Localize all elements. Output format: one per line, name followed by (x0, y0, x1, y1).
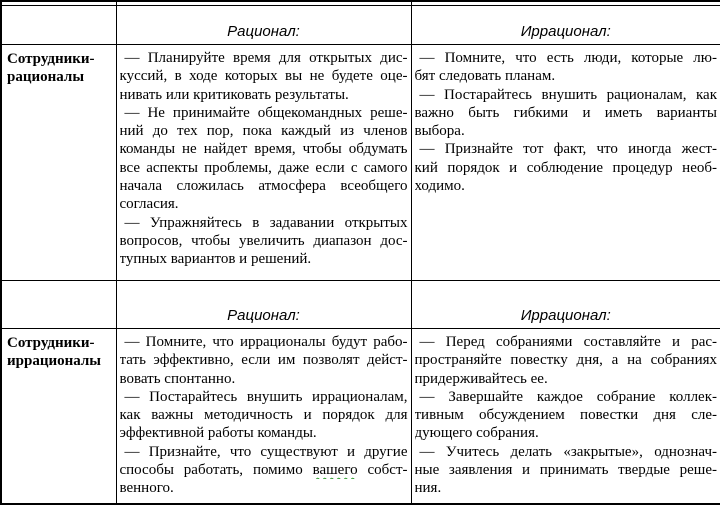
text-line: начала сложилась атмосфера всеобщего (119, 178, 408, 195)
advice-paragraph (415, 86, 718, 141)
text-line: — Не принимайте общекомандных реше- (124, 104, 408, 121)
text-line: кий порядок и соблюдение процедур необ- (414, 159, 717, 176)
rational-column-header: Рационал: (116, 281, 411, 329)
text-line: ния. (414, 480, 442, 497)
text-line: выбора. (414, 123, 465, 140)
text-line: придерживайтесь ее. (414, 370, 548, 387)
advice-paragraph (415, 443, 718, 498)
text-line: все аспекты проблемы, даже если с самого (119, 159, 408, 176)
advice-paragraph (120, 49, 408, 104)
irrational-advice-cell (411, 45, 720, 281)
rational-advice-cell (116, 45, 411, 281)
header-spacer-cell (1, 6, 116, 45)
advice-paragraph (415, 49, 718, 86)
text-line: тупных вариантов и решений. (119, 251, 312, 268)
advice-paragraph (415, 140, 718, 195)
column-headers-row-rationals (1, 6, 720, 45)
text-line: способы работать, помимо вашего собст- (119, 462, 408, 479)
column-headers-row-irrationals (1, 281, 720, 329)
text-line: эффективной работы команды. (119, 425, 317, 442)
irrational-column-header: Иррационал: (411, 281, 720, 329)
text-line: — Завершайте каждое собрание коллек- (419, 388, 717, 405)
advice-paragraph (415, 388, 718, 443)
text-line: нивать или критиковать результаты. (119, 86, 349, 103)
text-line: — Постарайтесь внушить рационалам, как (419, 86, 717, 103)
text-line: бят следовать планам. (414, 68, 556, 85)
text-line: пространяйте повестку дня, а на собраниях (414, 352, 717, 369)
text-line: — Признайте, что существуют и другие (124, 443, 408, 460)
row-label-cell: Сотрудники-иррационалы (1, 329, 116, 505)
text-line: вопросов, чтобы увеличить диапазон дос- (119, 232, 408, 249)
header-spacer-cell (1, 281, 116, 329)
text-line: согласия. (119, 196, 179, 213)
advice-paragraph (120, 388, 408, 443)
text-line: команды не найдет время, чтобы обдумать (119, 141, 408, 158)
text-line: дующего собрания. (414, 425, 539, 442)
section-row-rationals (1, 45, 720, 281)
text-line: — Помните, что иррационалы будут рабо- (124, 334, 408, 350)
text-line: ний до тех пор, пока каждый из членов (119, 123, 408, 140)
text-line: как важны методичность и порядок для (119, 407, 408, 424)
text-line: — Помните, что есть люди, которые лю- (419, 50, 717, 66)
table-body (1, 1, 720, 504)
irrational-column-header: Иррационал: (411, 6, 720, 45)
text-line: — Признайте тот факт, что иногда жест- (419, 141, 717, 158)
rational-advice-cell (116, 329, 411, 505)
irrational-advice-cell (411, 329, 720, 505)
text-line: — Упражняйтесь в задавании открытых (124, 214, 408, 231)
text-line: — Учитесь делать «закрытые», однознач- (419, 443, 717, 460)
advice-paragraph (415, 333, 718, 388)
text-line: тать эффективно, если им позволят дейст- (119, 352, 408, 369)
text-line: вовать спонтанно. (119, 370, 236, 387)
text-line: куссий, в ходе которых вы не будете оце- (119, 68, 408, 85)
advice-paragraph (120, 333, 408, 388)
advice-paragraph (120, 104, 408, 214)
row-label-cell: Сотрудники-рационалы (1, 45, 116, 281)
advice-paragraph (120, 214, 408, 269)
rational-column-header: Рационал: (116, 6, 411, 45)
text-line: — Перед собраниями составляйте и рас- (419, 334, 717, 350)
text-line: важно быть гибкими и иметь варианты (414, 104, 717, 121)
text-line: ходимо. (414, 178, 465, 195)
text-line: — Планируйте время для открытых дис- (124, 50, 408, 66)
section-row-irrationals (1, 329, 720, 505)
text-line: ные заявления и принимать твердые реше- (414, 462, 717, 479)
text-line: — Постарайтесь внушить иррационалам, (124, 388, 408, 405)
text-line: тивным обсуждением повестки дня сле- (414, 407, 717, 424)
text-line: венного. (119, 480, 174, 497)
spellcheck-underline: вашего (312, 462, 358, 479)
advice-paragraph (120, 443, 408, 498)
